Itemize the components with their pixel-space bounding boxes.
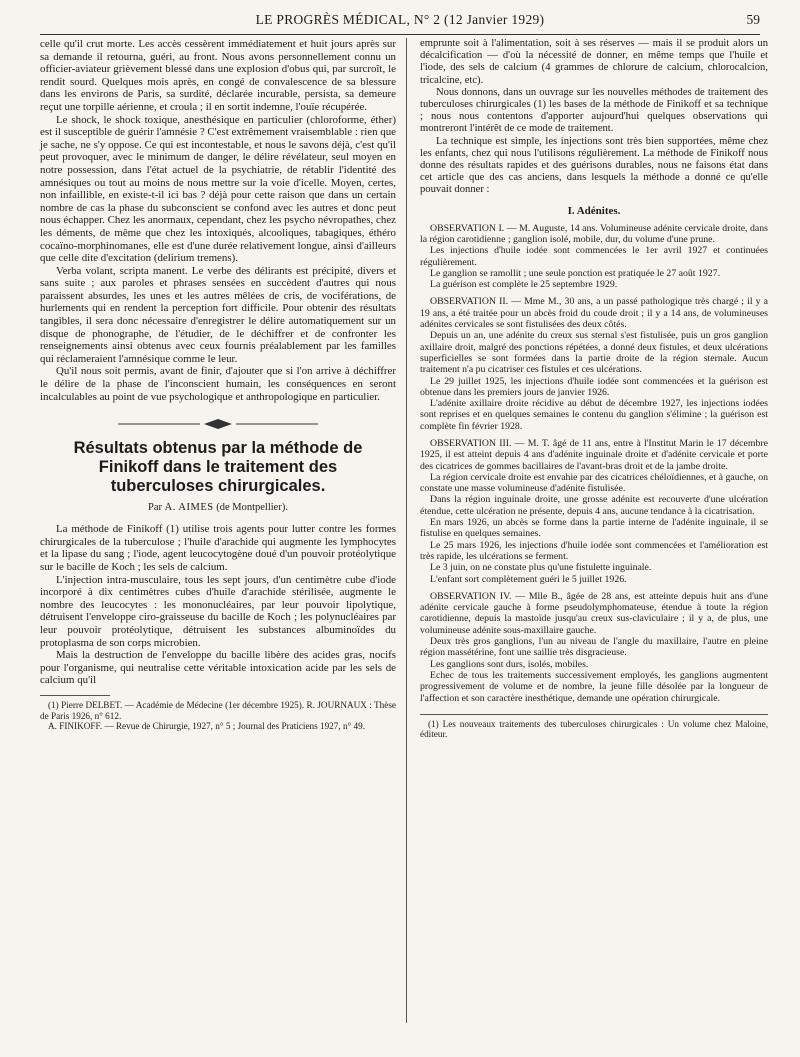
header-rule [40,34,760,35]
ornament-divider-icon [118,418,318,430]
observation-text: OBSERVATION I. — M. Auguste, 14 ans. Volumineuse adénite cervicale droite, dans la région carotidienne ; ganglion isolé, mobile, dur, du volume d'une prune. [420,222,768,245]
footnote: (1) Les nouveaux traitements des tuberculoses chirurgicales : Un volume chez Maloine, éditeur. [420,718,768,740]
observation-text: La région cervicale droite est envahie par des cicatrices chéloïdiennes, et à gauche, on constate une masse volumineuse d'adénite fistulisée. [420,471,768,495]
observation-text: OBSERVATION II. — Mme M., 30 ans, a un passé pathologique très chargé ; il y a 19 ans, a été traitée pour un abcès froid du coude droit ; il y a 14 ans, de volumineuses adénites cervicales se sont fistulisées des deux côtés. [420,296,768,331]
observation-text: Le ganglion se ramollit ; une seule ponction est pratiquée le 27 août 1927. [430,267,721,279]
footnotes [420,719,768,740]
observation-text: OBSERVATION IV. — Mlle B., âgée de 28 ans, est atteinte depuis huit ans d'une adénite cervicale gauche à forme pseudolymphomateuse, étendue à toute la région carotidienne, depuis la mastoïde jusqu'au creux sus-claviculaire ; il y a, de plus, une volumineuse adénite sous-maxillaire gauche. [420,590,768,636]
observation-text: Les injections d'huile iodée sont commencées le 1er avril 1927 et continuées régulièrement. [420,245,768,268]
paragraph: Verba volant, scripta manent. Le verbe des délirants est précipité, divers et sans suite ; aux paroles et phrases sensées en succèdent d'autres qui nous paraissent absurdes, les unes et les autres mêlées de cris, de vociférations, de hurlements qui en rendent la perception fort difficile. Pour obtenir des résultats tangibles, il sera donc nécessaire d'enregistrer le délire automatiquement sur un disque de phonographe, de l'étudier, de le déchiffrer et de confronter les renseignements ainsi obtenus avec ceux fournis préalablement par les familles qui réclameraient l'amnésique comme le leur. [40,264,396,365]
footnote-rule [420,714,768,715]
observation-text: La guérison est complète le 25 septembre 1929. [430,279,618,291]
observation-text: En mars 1926, un abcès se forme dans la partie interne de l'adénite inguinale, il se fistulise en quelques semaines. [420,517,768,540]
observation-text: Depuis un an, une adénite du creux sus sternal s'est fistulisée, puis un gros ganglion axillaire droit, malgré des ponctions répétées, a donné deux fistules, et deux ulcérations superficielles se sont formées dans la partie droite de la région sternale. Aucun traitement n'a pu cicatriser ces fistules et ces ulcérations. [420,330,768,376]
observation-4 [420,591,768,704]
observation-text: OBSERVATION III. — M. T. âgé de 11 ans, entre à l'Institut Marin le 17 décembre 1925, il est atteint depuis 4 ans d'adénite inguinale droite et d'adénite cervicale et porte des cicatrices de gommes bacillaires de l'avant-bras droit et de la jambe droite. [420,437,768,472]
byline [40,502,396,513]
paragraph: La technique est simple, les injections sont très bien supportées, même chez les enfants, chez qui nous l'utilisons régulièrement. La méthode de Finikoff nous donne des résultats rapides et des guérisons durables, nous ne faisons état dans cet article que des cas anciens, dans lesquels la méthode a donné ce qu'elle pouvait donner : [420,135,768,196]
observation-text: Echec de tous les traitements successivement employés, les ganglions augmentent progressivement de volume et de nombre, la jeune fille désolée par la longueur de l'affection et son caractère inesthétique, demande une opération chirurgicale. [420,669,768,704]
right-column [420,38,768,740]
observation-text: Les ganglions sont durs, isolés, mobiles. [430,658,589,670]
paragraph: L'injection intra-musculaire, tous les sept jours, d'un centimètre cube d'iode incorporé à dix centimètres cubes d'huile d'arachide stérilisée, augmente le nombre des leucocytes : les mononucléaires, par leur pouvoir lipolytique, détruisent l'enveloppe ciro-graisseuse du bacille de Koch ; les polynucléaires par leur pouvoir protéolytique, détruisent les substances albuminoïdes du protoplasma de son corps microbien. [40,573,396,649]
byline-prefix: Par [148,502,163,514]
observation-1 [420,223,768,291]
journal-title: LE PROGRÈS MÉDICAL, N° 2 (12 Janvier 1929) [255,12,545,27]
observation-text: Le 3 juin, on ne constate plus qu'une fistulette inguinale. [430,562,652,574]
paragraph: Mais la destruction de l'enveloppe du bacille libère des acides gras, nocifs pour l'organisme, qui neutralise cette véritable intoxication acide par les sels de calcium qu'il [40,649,396,687]
observation-text: L'adénite axillaire droite récidive au début de décembre 1927, les injections iodées sont reprises et en quelques semaines le contenu du ganglion s'élimine ; la guérison est complète fin février 1928. [420,398,768,432]
article-title: Résultats obtenus par la méthode de Finikoff dans le traitement des tuberculoses chirurgicales. [73,439,363,496]
section-heading: I. Adénites. [567,204,621,217]
paragraph: emprunte soit à l'alimentation, soit à ses réserves — mais il se produit alors un décalcification — d'où la nécessité de donner, en même temps que l'huile et l'iode, des sels de calcium (4 grammes de chlorure de calcium, chlorocalcion, tricalcine, etc). [420,38,768,86]
observation-text: Le 25 mars 1926, les injections d'huile iodée sont commencées et l'amélioration est très rapide, les ulcérations se ferment. [420,539,768,562]
byline-suffix: (de Montpellier). [216,502,288,514]
observation-3 [420,438,768,585]
paragraph: Nous donnons, dans un ouvrage sur les nouvelles méthodes de traitement des tuberculoses chirurgicales (1) les bases de la méthode de Finikoff et sa technique ; nous nous contentons d'apporter aujourd'hui quelques observations qui montreront l'intérêt de ce mode de traitement. [420,86,768,135]
footnote: A. FINIKOFF. — Revue de Chirurgie, 1927, n° 5 ; Journal des Praticiens 1927, n° 49. [48,721,366,732]
paragraph: Le shock, le shock toxique, anesthésique en particulier (chloroforme, éther) est il susceptible de guérir l'amnésie ? C'est extrêmement vraisemblable : rien que je sache, ne s'y oppose. Ce qui est incontestable, et nous le savons déjà, c'est qu'il peut provoquer, avec le minimum de danger, le délire révélateur, seul moyen en notre possession, dans l'état actuel de la psychiatrie, de rétablir l'identité des amnésiques ou tout au moins de nous mettre sur la voie d'icelle. Moyen, certes, non infaillible, en existe-t-il ici bas ? déjà pour cette raison que dans un certain nombre de cas la phase du subconscient se confond avec les autres et donc peut nous échapper. Chez les anormaux, cependant, chez les psycho névropathes, chez les déments, de même que chez les intoxiqués, alcooliques, tabagiques, éthéro cocaïno-morphinomanes, elle est d'une durée relativement longue, ainsi d'ailleurs que celle dite d'excitation (delirium tremens). [40,113,396,265]
observation-text: Dans la région inguinale droite, une grosse adénite est recouverte d'une ulcération étendue, cette ulcération ne présente, depuis 4 ans, aucune tendance à la cicatrisation. [420,494,768,517]
observation-text: Deux très gros ganglions, l'un au niveau de l'angle du maxillaire, l'autre en pleine région massétérine, font une saillie très disgracieuse. [420,636,768,659]
byline-author: A. AIMES [164,502,214,514]
footnote-rule [40,695,110,696]
footnote: (1) Pierre DELBET. — Académie de Médecine (1er décembre 1925). R. JOURNAUX : Thèse de Paris 1926, n° 612. [40,699,396,721]
running-header [40,12,760,34]
observation-2 [420,296,768,432]
section-ornament [40,417,396,429]
page-number: 59 [746,12,760,27]
observation-text: Le 29 juillet 1925, les injections d'huile iodée sont commencées et la guérison est obtenue dans les premiers jours de janvier 1926. [420,375,768,398]
footnotes [40,700,396,732]
paragraph: La méthode de Finikoff (1) utilise trois agents pour lutter contre les formes chirurgicales de la tuberculose ; l'huile d'arachide qui augmente les lymphocytes et la lipase du sang ; l'iode, agent leucocytogène doué d'un pouvoir protéolytique sur le bacille de Koch ; les sels de calcium. [40,523,396,573]
column-divider [406,38,407,1023]
paragraph: celle qu'il crut morte. Les accès cessèrent immédiatement et huit jours après sur sa demande il retourna, guéri, au front. Nous avons personnellement connu un officier-aviateur grièvement blessé dans une explosion d'obus qui, par surcroît, le rendit sourd. Quelques mois après, en congé de convalescence de sa blessure dans les environs de Paris, sa surdité, déclarée incurable, persista, sa demeure reçut une torpille aérienne, et croula ; il en sortit indemne, l'ouïe récupérée. [40,38,396,113]
left-column [40,38,396,732]
observation-text: L'enfant sort complètement guéri le 5 juillet 1926. [430,573,627,585]
paragraph: Qu'il nous soit permis, avant de finir, d'ajouter que si l'on arrive à déchiffrer le délire de la phase de l'inconscient humain, les conséquences en seront incalculables au point de vue psychologique et anthropologique en particulier. [40,365,396,403]
